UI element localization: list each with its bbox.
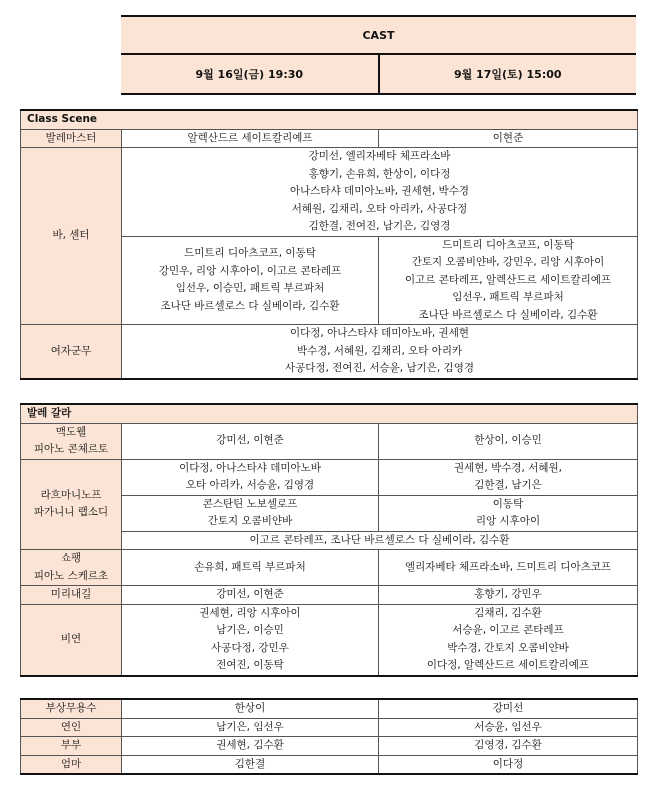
cast-cell: 이현준 (379, 129, 638, 148)
role-label-ballet-master: 발레마스터 (21, 129, 122, 148)
label-line: 피아노 스케르초 (33, 569, 109, 582)
label-line: 파가니니 랩소디 (33, 506, 109, 519)
cast-cell (379, 495, 638, 531)
cast-line: 김채리, 김수환 (474, 606, 542, 619)
cast-header (121, 15, 636, 56)
cast-line: 남기은, 이승민 (216, 624, 284, 636)
cast-cell (122, 236, 379, 325)
cast-cell (379, 459, 638, 495)
cast-cell: 홍향기, 강민우 (379, 586, 638, 605)
cast-cell: 한상이 (122, 699, 379, 718)
cast-line: 조나단 바르셀로스 다 실베이라, 김수환 (418, 308, 598, 321)
cast-line: 사공다정, 강민우 (211, 641, 289, 654)
section-title-class-scene: Class Scene (21, 110, 638, 129)
cast-line: 이동탁 (492, 497, 524, 510)
cast-line: 서혜원, 김채리, 오타 아리카, 사공다정 (291, 202, 468, 215)
cast-line: 서승윤, 이고르 콘타레프 (452, 624, 564, 636)
cast-line: 강미선, 엘리자베타 체프라소바 (308, 150, 451, 162)
cast-line: 사공다정, 전여진, 서승윤, 남기은, 김영경 (285, 362, 474, 374)
cast-cell (122, 459, 379, 495)
cast-line: 임선우, 패트릭 부르파처 (452, 291, 564, 303)
cast-title: CAST (362, 29, 395, 42)
cast-cell (379, 236, 638, 325)
role-label-biyeon: 비연 (21, 604, 122, 676)
cast-cell: 강미선, 이현준 (122, 423, 379, 459)
cast-line: 이고르 콘타레프, 알렉산드르 세이트칼리예프 (404, 273, 612, 286)
cast-cell: 권세현, 김수환 (122, 737, 379, 756)
cast-line: 권세현, 리앙 시후아이 (199, 606, 301, 619)
role-label-bar-center: 바, 센터 (21, 148, 122, 325)
cast-cell: 강미선 (379, 699, 638, 718)
cast-cell-common (122, 148, 638, 237)
cast-line: 박수경, 간토지 오콤비얀바 (447, 641, 569, 654)
role-label: 엄마 (21, 755, 122, 774)
cast-cell (122, 495, 379, 531)
cast-cell: 손유희, 패트릭 부르파처 (122, 550, 379, 586)
cast-cell: 한상이, 이승민 (379, 423, 638, 459)
cast-cell: 서승윤, 임선우 (379, 718, 638, 737)
cast-cell: 강미선, 이현준 (122, 586, 379, 605)
date-column-1: 9월 16일(금) 19:30 (195, 68, 304, 81)
cast-line: 간토지 오콤비얀바, 강민우, 리앙 시후아이 (411, 256, 605, 268)
date-header-row (121, 53, 636, 95)
other-roles-table (20, 698, 638, 775)
cast-line: 리앙 시후아이 (475, 515, 541, 527)
cast-cell-common (122, 325, 638, 379)
role-label: 부상무용수 (21, 699, 122, 718)
cast-cell (122, 604, 379, 676)
role-label-female-corps: 여자군무 (21, 325, 122, 379)
label-line: 라흐마니노프 (40, 488, 102, 501)
label-line: 맥도웰 (55, 425, 87, 438)
date-column-2: 9월 17일(토) 15:00 (378, 55, 637, 93)
cast-line: 권세현, 박수경, 서혜원, (454, 461, 562, 474)
cast-line: 김한결, 전여진, 남기은, 김영경 (308, 220, 451, 232)
role-label: 연인 (21, 718, 122, 737)
cast-line: 전여진, 이동탁 (216, 659, 284, 671)
cast-line: 아나스타샤 데미아노바, 권세현, 박수경 (290, 185, 469, 197)
cast-line: 이다정, 아나스타샤 데미아노바, 권세현 (290, 327, 469, 339)
role-label-chopin (21, 550, 122, 586)
cast-line: 드미트리 디아츠코프, 이동탁 (184, 247, 316, 260)
cast-cell: 알렉산드르 세이트칼리예프 (122, 129, 379, 148)
section-title-ballet-gala: 발레 갈라 (21, 404, 638, 423)
cast-line: 김한결, 남기은 (474, 479, 542, 491)
cast-cell: 김한결 (122, 755, 379, 774)
cast-line: 드미트리 디아츠코프, 이동탁 (442, 238, 574, 251)
cast-cell: 엘리자베타 체프라소바, 드미트리 디아츠코프 (379, 550, 638, 586)
label-line: 쇼팽 (60, 552, 82, 564)
cast-line: 강민우, 리앙 시후아이, 이고르 콘타레프 (158, 264, 342, 277)
role-label-rachmaninoff (21, 459, 122, 550)
cast-line: 홍향기, 손유희, 한상이, 이다정 (308, 167, 451, 180)
cast-cell (379, 604, 638, 676)
cast-line: 이다정, 아나스타샤 데미아노바 (179, 461, 321, 474)
ballet-gala-table (20, 403, 638, 677)
cast-line: 조나단 바르셀로스 다 실베이라, 김수환 (160, 299, 340, 312)
cast-cell: 이다정 (379, 755, 638, 774)
cast-line: 이다정, 알렉산드르 세이트칼리예프 (426, 659, 590, 671)
cast-cell: 남기은, 임선우 (122, 718, 379, 737)
cast-line: 간토지 오콤비얀바 (207, 515, 293, 527)
role-label: 부부 (21, 737, 122, 756)
class-scene-table (20, 109, 638, 380)
cast-cell-common: 이고르 콘타레프, 조나단 바르셀로스 다 실베이라, 김수환 (122, 531, 638, 550)
cast-line: 콘스탄틴 노보셀로프 (202, 497, 298, 510)
role-label-mirinaegil: 미리내길 (21, 586, 122, 605)
role-label-macdowell (21, 423, 122, 459)
cast-line: 오타 아리카, 서승윤, 김영경 (185, 479, 315, 491)
cast-line: 박수경, 서혜원, 김채리, 오타 아리카 (296, 344, 463, 357)
cast-cell: 김영경, 김수환 (379, 737, 638, 756)
label-line: 피아노 콘체르토 (33, 443, 109, 455)
cast-line: 임선우, 이승민, 패트릭 부르파처 (175, 282, 325, 295)
